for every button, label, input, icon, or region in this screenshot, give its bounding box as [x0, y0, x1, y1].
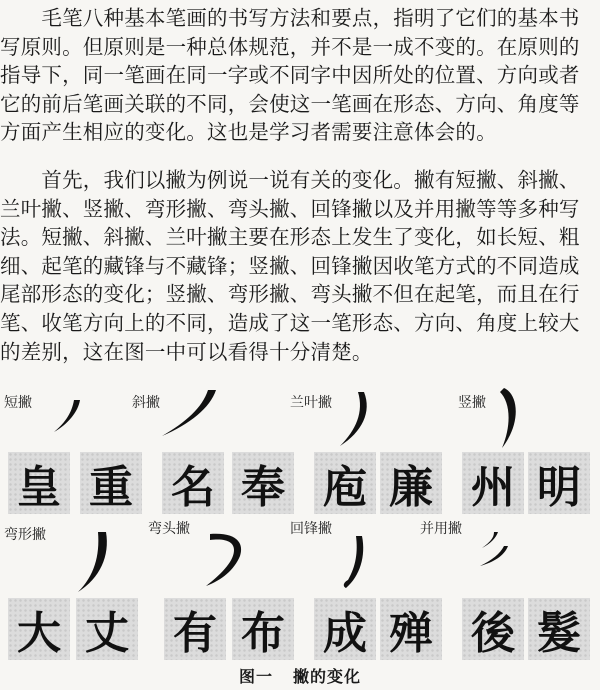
calligraphy-sample-character: 明 — [528, 452, 590, 514]
combined-pie-stroke-sample — [478, 530, 512, 570]
stroke-label: 竖撇 — [458, 395, 486, 411]
stroke-label: 回锋撇 — [290, 521, 332, 537]
text-line: 尾部形态的变化；竖撇、弯形撇、弯头撇不但在起笔，而且在行 — [0, 282, 580, 307]
calligraphy-sample-character: 布 — [232, 598, 294, 660]
calligraphy-sample-character: 奉 — [232, 452, 294, 514]
paragraph-1 — [0, 4, 600, 147]
stroke-label: 并用撇 — [420, 521, 462, 537]
hooked-head-pie-stroke-sample — [204, 530, 248, 590]
calligraphy-sample-character: 大 — [8, 598, 70, 660]
figure-caption — [0, 664, 600, 687]
calligraphy-sample-character: 名 — [162, 452, 224, 514]
text-line: 的差别，这在图一中可以看得十分清楚。 — [0, 339, 373, 364]
calligraphy-sample-character: 皇 — [8, 452, 70, 514]
text-line: 首先，我们以撇为例说一说有关的变化。撇有短撇、斜撇、 — [0, 168, 580, 192]
calligraphy-sample-character: 庖 — [314, 452, 376, 514]
return-tip-pie-stroke-sample — [340, 534, 370, 592]
paragraph-2 — [0, 166, 600, 366]
stroke-label: 弯形撇 — [4, 527, 46, 543]
text-line: 细、起笔的藏锋与不藏锋；竖撇、回锋撇因收笔方式的不同造成 — [0, 253, 580, 278]
text-line: 笔、收笔方向上的不同，造成了这一笔形态、方向、角度上较大 — [0, 310, 580, 335]
figure-title: 撇的变化 — [293, 667, 362, 686]
figure-number: 图一 — [238, 667, 273, 686]
stroke-label: 弯头撇 — [148, 521, 190, 537]
calligraphy-sample-character: 州 — [462, 452, 524, 514]
calligraphy-sample-character: 成 — [314, 598, 376, 660]
calligraphy-sample-character: 廉 — [380, 452, 442, 514]
stroke-label: 斜撇 — [132, 395, 160, 411]
calligraphy-sample-character: 後 — [462, 598, 524, 660]
text-line: 指导下，同一笔画在同一字或不同字中因所处的位置、方向或者 — [0, 63, 580, 88]
stroke-label: 短撇 — [4, 395, 32, 411]
text-line: 它的前后笔画关联的不同，会使这一笔画在形态、方向、角度等 — [0, 91, 580, 116]
calligraphy-sample-character: 丈 — [76, 598, 138, 660]
calligraphy-sample-character: 重 — [80, 452, 142, 514]
text-line: 方面产生相应的变化。这也是学习者需要注意体会的。 — [0, 120, 497, 145]
calligraphy-sample-character: 髮 — [528, 598, 590, 660]
curved-pie-stroke-sample — [76, 530, 112, 596]
vertical-pie-stroke-sample — [496, 386, 526, 452]
slanted-pie-stroke-sample — [160, 388, 220, 440]
calligraphy-sample-character: 有 — [164, 598, 226, 660]
text-line: 兰叶撇、竖撇、弯形撇、弯头撇、回锋撇以及并用撇等等多种写 — [0, 196, 580, 221]
calligraphy-sample-character: 殚 — [380, 598, 442, 660]
orchid-leaf-pie-stroke-sample — [338, 390, 378, 450]
text-line: 写原则。但原则是一种总体规范，并不是一成不变的。在原则的 — [0, 34, 580, 59]
text-line: 毛笔八种基本笔画的书写方法和要点，指明了它们的基本书 — [0, 6, 580, 30]
stroke-label: 兰叶撇 — [290, 395, 332, 411]
short-pie-stroke-sample — [50, 398, 90, 438]
text-line: 法。短撇、斜撇、兰叶撇主要在形态上发生了变化，如长短、粗 — [0, 225, 580, 250]
